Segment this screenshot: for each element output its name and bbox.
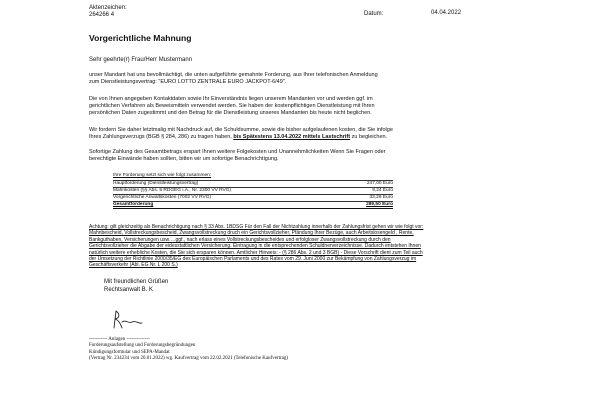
paragraph-payment-notice [89, 149, 385, 163]
demand-text: Ihres Zahlungsverzugs (BGB § 284, 286) zu tragen haben, [89, 134, 232, 140]
paragraph-consent [89, 96, 375, 117]
notice-line: Mahnbescheid, Vollstreckungsbescheid, Zwangsvollstreckung druch ein Gerichtsvollzieher, Pfändung Ihrer Bezüge, auch Arbeitslosengeld , Rente, [89, 230, 414, 237]
paragraph-line [89, 134, 393, 141]
attachment-item: Forderungsaufstellung und Forderungsbegründungen [89, 343, 196, 349]
reference-number: 264266 4 [89, 12, 115, 18]
signer-name: Rechtsanwalt B. K [104, 287, 154, 293]
total-label: Gesamtforderung [113, 202, 154, 207]
table-row [113, 181, 393, 188]
attachments-heading: ----------- Anlagen -------------- [89, 337, 150, 342]
claim-amount: 9,24 Euro [372, 188, 393, 193]
paragraph-line: berechtigte Einwände haben sollten, bitten wir um sofortige Benachrichtigung. [89, 156, 279, 162]
paragraph-mandate [89, 72, 378, 86]
attachment-item: (Vertrag Nr. 234234 vom 20.01.2022) wg. Kaufvertrag vom 22.02.2021 (Telefonische Kaufvertrag) [89, 356, 289, 362]
claims-intro: Ihre Forderung setzt sich wie folgt zusammen: [113, 173, 212, 178]
legal-notice [89, 224, 584, 269]
attachments [89, 337, 288, 363]
notice-line: der Umsetzung der Richtlinie 2000/35/EG des Europäischen Parlaments und des Rates vom 29. Juni 2000 zur Bekämpfung von Zahlungsverzug im [89, 256, 417, 263]
paragraph-line: Die von Ihnen angegeben Kontaktdaten sowie Ihr Einverständnis liegen unserem Mandanten vor und werden ggf. im [89, 96, 373, 102]
paragraph-line: zum Dienstleistungsvertrag: "EURO LOTTO ZENTRALE EURO JACKPOT-6/49". [89, 79, 287, 85]
table-row [113, 195, 393, 202]
paragraph-line: gerichtlichen Verfahren als Beweismitteln verwendet werden. Sie haben der kostenpflichtigen Dienstleistung mit Ihren [89, 103, 375, 109]
handwritten-signature [108, 308, 148, 332]
document-title: Vorgerichtliche Mahnung [89, 33, 192, 43]
date-value: 04.04.2022 [431, 10, 462, 16]
payment-deadline: bis Spätestens 13.04.2022 mittels Lastschrift [233, 134, 351, 140]
notice-line: Bankguthaben, Versicherungen usw….ggf., nach erlass eines Vollstreckungsbescheides und erfolgloser Zwangsvollstreckung durch den [89, 236, 391, 243]
paragraph-line: unser Mandant hat uns bevollmächtigt, die unten aufgeführte gemahnte Forderung, aus Ihrer telefonischen Anmeldung [89, 72, 378, 78]
claims-table [113, 180, 393, 209]
attachment-item: Kündigungsformular und SEPA-Mandat [89, 349, 170, 355]
notice-line: natürlich weitere erhebliche Kosten, die Sie sich ersparen können. Amtlicher Hinweis: - (§ 286 Abs. 2 und 3 BGB) - Diese Vorschrift dient zum Teil auch [89, 249, 423, 256]
notice-line: Geschäftsverkehr (Abl. EG Nr. L 200 S.) [89, 262, 178, 269]
claim-amount: 247,00 Euro [366, 181, 393, 186]
paragraph-demand [89, 127, 393, 141]
date-label: Datum: [364, 11, 384, 17]
demand-text-end: zu begleichen. [351, 134, 388, 140]
paragraph-line: Wir fordern Sie daher letztmalig mit Nachdruck auf, die Schuldsumme, sowie die bisher aufgelaufenen kosten, die Sie infolge [89, 127, 393, 133]
paragraph-line: Sofortige Zahlung des Gesamtbetrags erspart Ihnen weitere Folgekosten und Unannehmlichkeiten Wenn Sie Fragen oder [89, 149, 386, 155]
closing-greeting: Mit freundlichen Grüßen [104, 279, 169, 285]
claim-label: Hauptforderung (Dienstleistungsvertrag) [113, 181, 199, 186]
claim-label: Mahnkosten (§§ Abs. 5 RDGEG i.A., Nr. 2300 VV RVG) [113, 188, 232, 193]
table-row [113, 188, 393, 195]
claim-amount: 33,26 Euro [369, 195, 393, 200]
reference-label: Aktenzeichen: [89, 5, 127, 11]
table-row-total [113, 202, 393, 209]
claim-label: Vorgerichtliche Anwaltskosten (7002 VV RVG) [113, 195, 212, 200]
notice-line: Gerichtsvollzieher die Abgabe der eidesstattlichen Versicherung. Eintragung in die entsprechenden Schuldnerverzeichnisse. Dadurch entstehen Ihnen [89, 243, 421, 250]
notice-line: Achtung: gilt gleichzeitig als Benachrichtigung nach § 33 Abs. 1BDSG Für den Fall der Nichtzahlung innerhalb der Zahlungsfrist gehen wir wie folgt vor: [89, 224, 424, 230]
total-amount: 289,50 Euro [366, 202, 393, 207]
paragraph-line: persönlichen Daten zugestimmt und den Betrag für die Dienstleistung unseres Mandanten bis heute nicht beglichen. [89, 110, 372, 116]
salutation: Sehr geehrte(r) Frau/Herr Mustermann [89, 57, 193, 63]
